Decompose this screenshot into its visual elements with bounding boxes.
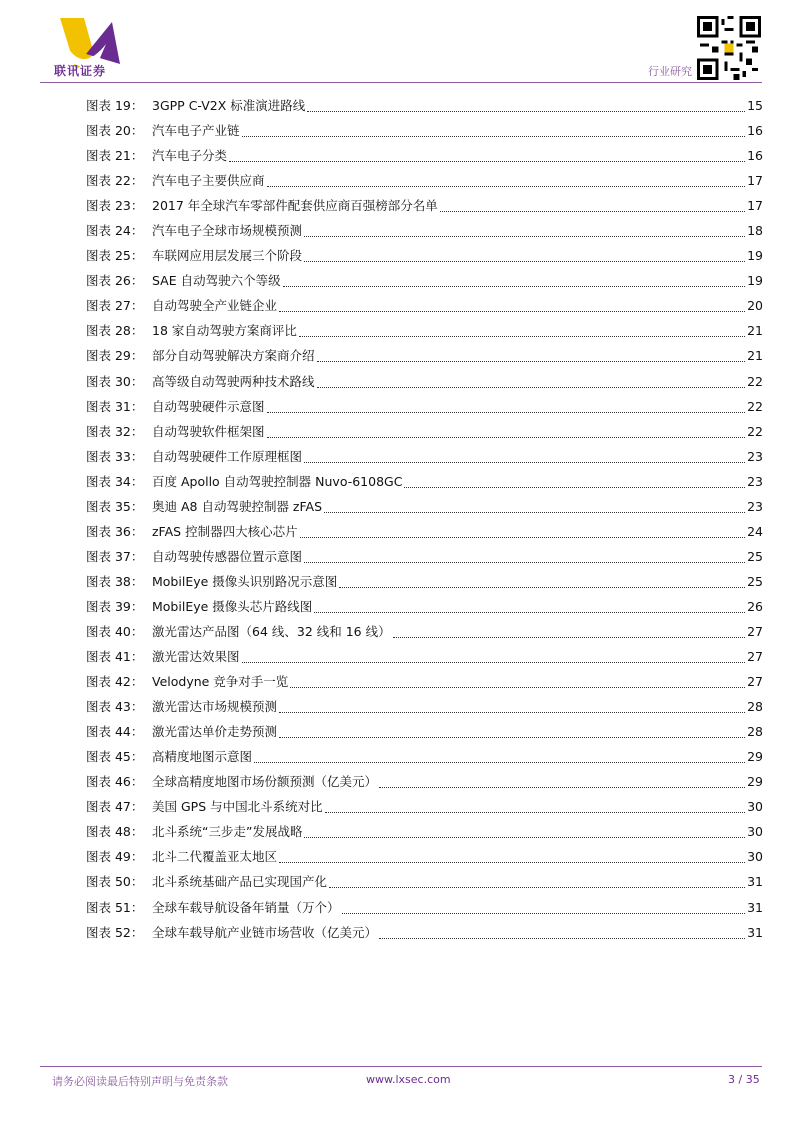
header-divider (40, 82, 762, 83)
figure-title: SAE 自动驾驶六个等级 (152, 273, 281, 289)
dot-leader (325, 800, 745, 814)
page-number: 28 (747, 699, 763, 715)
toc-entry[interactable] (86, 419, 763, 444)
page-number: 23 (747, 473, 763, 489)
page-number: 28 (747, 724, 763, 740)
figure-number: 图表 48： (86, 824, 144, 840)
toc-entry[interactable] (86, 895, 763, 920)
page-number: 23 (747, 448, 763, 464)
toc-entry[interactable] (86, 619, 763, 644)
page-number: 25 (747, 548, 763, 564)
dot-leader (279, 850, 745, 864)
figure-number: 图表 22： (86, 173, 144, 189)
toc-entry[interactable] (86, 819, 763, 844)
figure-title: 北斗系统基础产品已实现国产化 (152, 874, 328, 890)
figure-title: 北斗二代覆盖亚太地区 (152, 849, 278, 865)
page-number: 27 (747, 623, 763, 639)
figure-number: 图表 25： (86, 248, 144, 264)
page-number: 31 (747, 874, 763, 890)
toc-entry[interactable] (86, 744, 763, 769)
toc-entry[interactable] (86, 293, 763, 318)
figure-number: 图表 41： (86, 649, 144, 665)
logo-text: 联讯证券 (54, 64, 107, 78)
toc-entry[interactable] (86, 444, 763, 469)
figure-number: 图表 42： (86, 674, 144, 690)
dot-leader (267, 174, 746, 188)
figure-number: 图表 39： (86, 598, 144, 614)
figure-title: 汽车电子主要供应商 (152, 173, 265, 189)
page-number: 24 (747, 523, 763, 539)
page-number: 31 (747, 899, 763, 915)
page-number: 27 (747, 674, 763, 690)
figure-title: 汽车电子产业链 (152, 123, 240, 139)
page-header (0, 0, 800, 90)
figure-number: 图表 51： (86, 899, 144, 915)
dot-leader (267, 424, 746, 438)
toc-entry[interactable] (86, 118, 763, 143)
toc-entry[interactable] (86, 343, 763, 368)
figure-title: 18 家自动驾驶方案商评比 (152, 323, 297, 339)
page-number: 25 (747, 573, 763, 589)
page-number: 20 (747, 298, 763, 314)
dot-leader (299, 324, 745, 338)
figure-title: 美国 GPS 与中国北斗系统对比 (152, 799, 323, 815)
toc-entry[interactable] (86, 569, 763, 594)
dot-leader (283, 274, 746, 288)
figure-title: 自动驾驶硬件工作原理框图 (152, 448, 303, 464)
figure-number: 图表 52： (86, 924, 144, 940)
dot-leader (314, 599, 745, 613)
figure-number: 图表 36： (86, 523, 144, 539)
page-indicator: 3 / 35 (728, 1073, 760, 1086)
toc-entry[interactable] (86, 394, 763, 419)
page-number: 29 (747, 749, 763, 765)
figure-number: 图表 50： (86, 874, 144, 890)
dot-leader (304, 825, 745, 839)
figure-title: 激光雷达效果图 (152, 649, 240, 665)
figure-title: 自动驾驶硬件示意图 (152, 398, 265, 414)
figure-number: 图表 47： (86, 799, 144, 815)
page-number: 30 (747, 824, 763, 840)
figure-title: 全球高精度地图市场份额预测（亿美元） (152, 774, 378, 790)
toc-entry[interactable] (86, 594, 763, 619)
figure-title: MobilEye 摄像头芯片路线图 (152, 598, 313, 614)
dot-leader (307, 99, 745, 113)
figure-number: 图表 26： (86, 273, 144, 289)
figure-title: 激光雷达市场规模预测 (152, 699, 278, 715)
toc-entry[interactable] (86, 519, 763, 544)
page-number: 30 (747, 799, 763, 815)
page-number: 16 (747, 148, 763, 164)
toc-entry[interactable] (86, 168, 763, 193)
dot-leader (290, 675, 745, 689)
dot-leader (304, 249, 745, 263)
qr-code-icon (697, 16, 761, 80)
page-number: 27 (747, 649, 763, 665)
page-number: 23 (747, 498, 763, 514)
figure-title: 车联网应用层发展三个阶段 (152, 248, 303, 264)
figure-title: 高等级自动驾驶两种技术路线 (152, 373, 315, 389)
toc-entry[interactable] (86, 769, 763, 794)
page-number: 19 (747, 248, 763, 264)
page-number: 31 (747, 924, 763, 940)
dot-leader (242, 650, 746, 664)
figure-title: Velodyne 竞争对手一览 (152, 674, 289, 690)
figure-number: 图表 45： (86, 749, 144, 765)
toc-entry[interactable] (86, 93, 763, 118)
dot-leader (304, 449, 745, 463)
figure-title: 汽车电子分类 (152, 148, 228, 164)
footer-website-link[interactable]: www.lxsec.com (366, 1073, 451, 1086)
dot-leader (242, 124, 746, 138)
section-label: 行业研究 (648, 65, 692, 78)
figure-number: 图表 44： (86, 724, 144, 740)
figure-title: 自动驾驶传感器位置示意图 (152, 548, 303, 564)
figure-number: 图表 20： (86, 123, 144, 139)
figure-title: 部分自动驾驶解决方案商介绍 (152, 348, 315, 364)
page-number: 17 (747, 173, 763, 189)
figure-title: 自动驾驶全产业链企业 (152, 298, 278, 314)
figure-title: 北斗系统“三步走”发展战略 (152, 824, 303, 840)
figure-title: 高精度地图示意图 (152, 749, 253, 765)
figure-title: zFAS 控制器四大核心芯片 (152, 523, 298, 539)
dot-leader (393, 624, 745, 638)
figure-title: 全球车载导航设备年销量（万个） (152, 899, 340, 915)
toc-entry[interactable] (86, 694, 763, 719)
dot-leader (379, 925, 745, 939)
page-number: 26 (747, 598, 763, 614)
toc-entry[interactable] (86, 193, 763, 218)
page-number: 30 (747, 849, 763, 865)
toc-entry[interactable] (86, 544, 763, 569)
toc-entry[interactable] (86, 268, 763, 293)
page-number: 21 (747, 348, 763, 364)
dot-leader (317, 349, 746, 363)
figure-number: 图表 35： (86, 498, 144, 514)
dot-leader (279, 700, 745, 714)
toc-entry[interactable] (86, 243, 763, 268)
figure-title: 全球车载导航产业链市场营收（亿美元） (152, 924, 378, 940)
toc-entry[interactable] (86, 494, 763, 519)
footer-disclaimer: 请务必阅读最后特别声明与免责条款 (52, 1075, 228, 1088)
figure-title: 奥迪 A8 自动驾驶控制器 zFAS (152, 498, 323, 514)
figure-number: 图表 19： (86, 98, 144, 113)
figure-title: MobilEye 摄像头识别路况示意图 (152, 573, 338, 589)
page-number: 17 (747, 198, 763, 214)
figure-number: 图表 43： (86, 699, 144, 715)
page-number: 22 (747, 398, 763, 414)
dot-leader (229, 149, 745, 163)
toc-entry[interactable] (86, 844, 763, 869)
figure-number: 图表 23： (86, 198, 144, 214)
toc-entry[interactable] (86, 218, 763, 243)
page-number: 18 (747, 223, 763, 239)
figure-number: 图表 30： (86, 373, 144, 389)
dot-leader (317, 374, 746, 388)
figure-number: 图表 33： (86, 448, 144, 464)
figure-number: 图表 38： (86, 573, 144, 589)
toc-entry[interactable] (86, 794, 763, 819)
dot-leader (279, 299, 745, 313)
toc-entry[interactable] (86, 869, 763, 894)
dot-leader (300, 524, 746, 538)
toc-entry[interactable] (86, 719, 763, 744)
dot-leader (304, 224, 745, 238)
page-number: 21 (747, 323, 763, 339)
figure-number: 图表 24： (86, 223, 144, 239)
page-number: 29 (747, 774, 763, 790)
dot-leader (440, 199, 745, 213)
figure-title: 自动驾驶软件框架图 (152, 423, 265, 439)
dot-leader (279, 725, 745, 739)
figure-title: 百度 Apollo 自动驾驶控制器 Nuvo-6108GC (152, 473, 403, 489)
page-number: 22 (747, 423, 763, 439)
dot-leader (304, 549, 745, 563)
toc-entry[interactable] (86, 369, 763, 394)
page-number: 22 (747, 373, 763, 389)
page-number: 16 (747, 123, 763, 139)
toc-entry[interactable] (86, 920, 763, 945)
figure-number: 图表 34： (86, 473, 144, 489)
figure-number: 图表 32： (86, 423, 144, 439)
figure-number: 图表 28： (86, 323, 144, 339)
dot-leader (342, 900, 746, 914)
footer-divider (40, 1066, 762, 1067)
figure-title: 2017 年全球汽车零部件配套供应商百强榜部分名单 (152, 198, 438, 214)
toc-entry[interactable] (86, 318, 763, 343)
figure-number: 图表 21： (86, 148, 144, 164)
figure-number: 图表 27： (86, 298, 144, 314)
toc-entry[interactable] (86, 644, 763, 669)
figure-number: 图表 46： (86, 774, 144, 790)
dot-leader (404, 474, 745, 488)
figure-number: 图表 40： (86, 623, 144, 639)
figure-number: 图表 37： (86, 548, 144, 564)
dot-leader (379, 775, 745, 789)
dot-leader (329, 875, 745, 889)
figure-title: 3GPP C-V2X 标准演进路线 (152, 98, 306, 113)
figure-number: 图表 49： (86, 849, 144, 865)
dot-leader (324, 499, 745, 513)
figure-title: 汽车电子全球市场规模预测 (152, 223, 303, 239)
dot-leader (267, 399, 746, 413)
figure-list (86, 93, 763, 945)
toc-entry[interactable] (86, 469, 763, 494)
dot-leader (254, 750, 745, 764)
figure-number: 图表 31： (86, 398, 144, 414)
figure-title: 激光雷达产品图（64 线、32 线和 16 线） (152, 623, 391, 639)
toc-entry[interactable] (86, 669, 763, 694)
figure-number: 图表 29： (86, 348, 144, 364)
page-number: 19 (747, 273, 763, 289)
figure-title: 激光雷达单价走势预测 (152, 724, 278, 740)
page-number: 15 (747, 98, 763, 113)
toc-entry[interactable] (86, 143, 763, 168)
dot-leader (339, 574, 745, 588)
